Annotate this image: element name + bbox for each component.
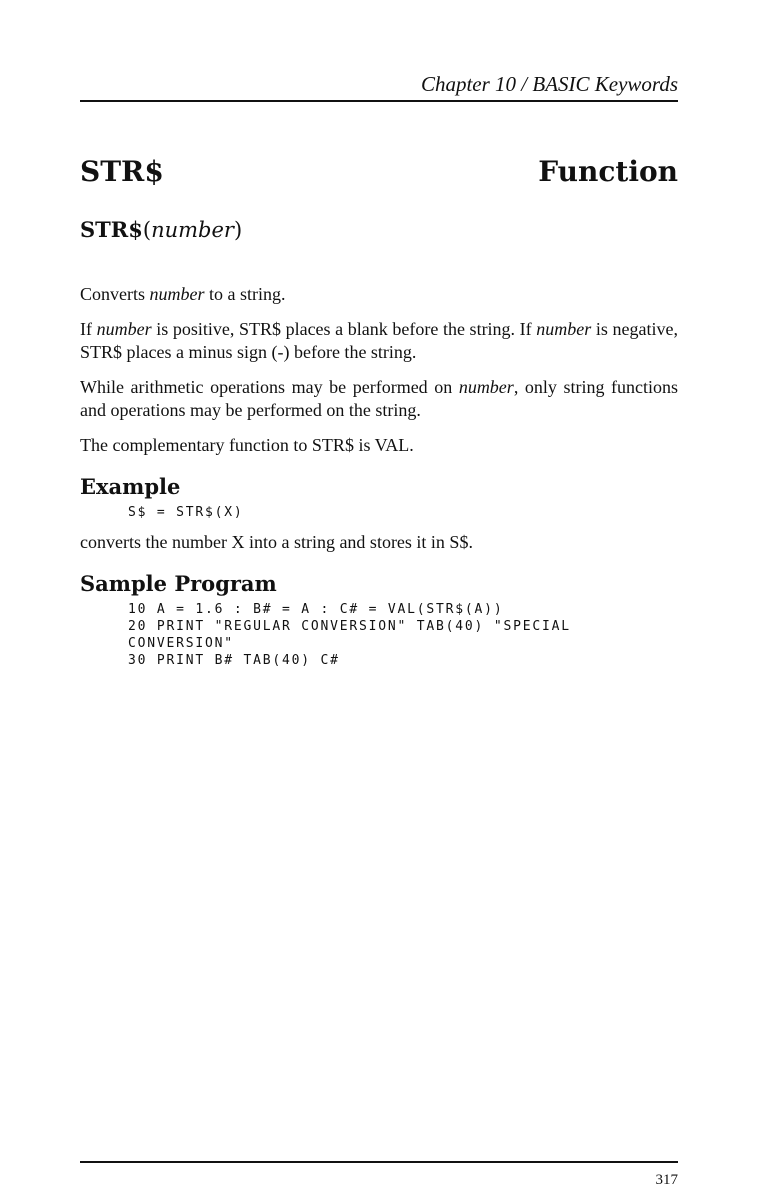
sample-program-code [128,601,678,669]
code-line: 30 PRINT B# TAB(40) C# [128,653,340,668]
running-head: Chapter 10 / BASIC Keywords [420,72,678,96]
argument-term: number [536,319,592,339]
paragraph-complement: The complementary function to STR$ is VAL. [80,435,414,455]
paragraph-sign-behavior [80,318,678,364]
paragraph-operations [80,376,678,422]
syntax-paren-open: ( [142,218,152,242]
code-line: CONVERSION" [128,636,234,651]
syntax-argument: number [151,218,234,242]
entry-title-row [80,155,678,188]
text-run: is positive, STR$ places a blank before the string. If [151,319,537,339]
syntax-paren-close: ) [233,218,243,242]
header-rule [80,100,678,102]
code-line: 20 PRINT "REGULAR CONVERSION" TAB(40) "SPECIAL [128,619,571,634]
page-number: 317 [655,1172,678,1188]
argument-term: number [96,319,152,339]
text-run: to a string. [204,284,286,304]
text-run: If [80,319,97,339]
paragraph-description [80,283,678,306]
argument-term: number [458,377,514,397]
argument-term: number [149,284,205,304]
example-code: S$ = STR$(X) [128,505,244,520]
keyword-title: STR$ [80,155,164,188]
syntax-keyword: STR$ [80,217,143,242]
keyword-kind: Function [538,155,678,188]
entry-body [80,283,678,679]
text-run: is negative, STR$ places a minus sign (-) before the string. [80,319,678,362]
syntax-line [80,217,242,242]
sample-program-heading: Sample Program [80,571,277,596]
code-line: 10 A = 1.6 : B# = A : C# = VAL(STR$(A)) [128,602,504,617]
footer-rule [80,1161,678,1163]
text-run: Converts [80,284,150,304]
example-description: converts the number X into a string and stores it in S$. [80,532,473,552]
example-heading: Example [80,474,181,499]
text-run: , only string functions and operations may be performed on the string. [80,377,678,420]
text-run: While arithmetic operations may be performed on [80,377,459,397]
